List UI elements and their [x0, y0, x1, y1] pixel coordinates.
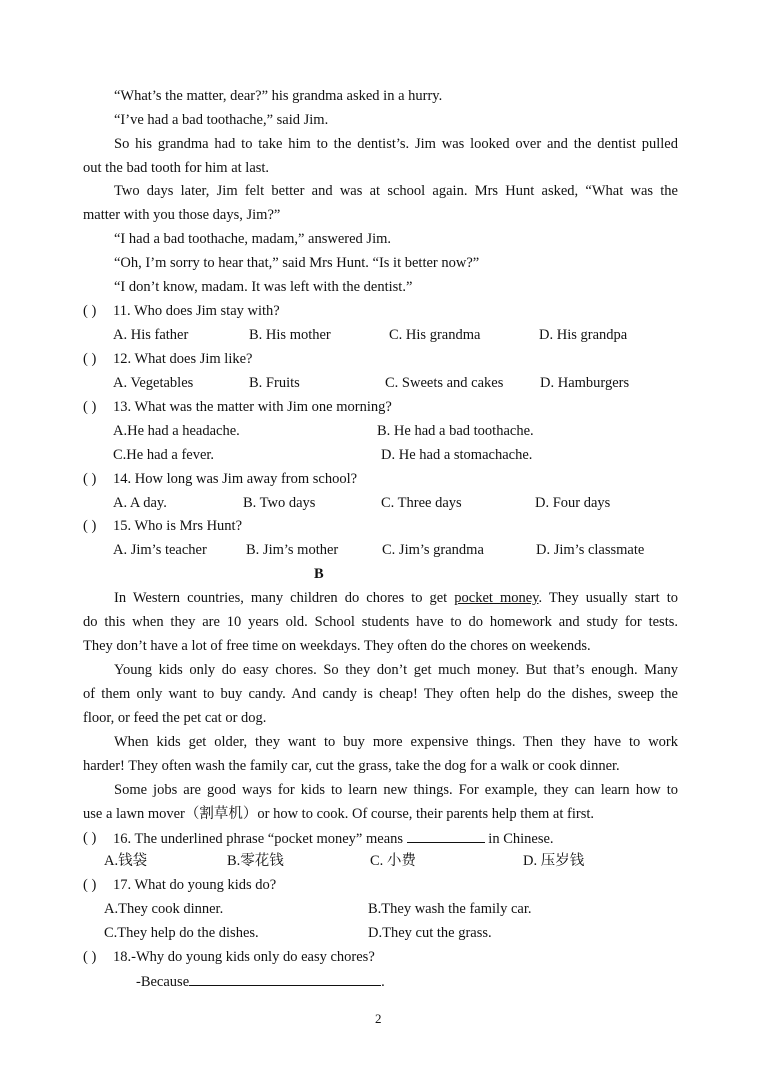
- option-a: A. Vegetables: [113, 375, 194, 391]
- question-17: 17. What do young kids do?: [113, 877, 277, 893]
- answer-bracket[interactable]: ( ): [83, 471, 97, 487]
- question-18: 18.-Why do young kids only do easy chores?: [113, 949, 375, 965]
- answer-blank[interactable]: [407, 829, 485, 843]
- option-d: D. He had a stomachache.: [381, 447, 533, 463]
- option-b: B.They wash the family car.: [368, 901, 532, 917]
- answer-bracket[interactable]: ( ): [83, 830, 97, 846]
- answer-bracket[interactable]: ( ): [83, 399, 97, 415]
- section-b-title: B: [314, 566, 324, 582]
- answer-bracket[interactable]: ( ): [83, 303, 97, 319]
- story-a-line: So his grandma had to take him to the dentist’s. Jim was looked over and the dentist pulled: [114, 136, 678, 152]
- answer-prefix: -Because: [136, 974, 190, 990]
- text-segment: . They usually start to: [538, 590, 678, 606]
- option-a: A. His father: [113, 327, 189, 343]
- story-b-line: [83, 589, 678, 607]
- option-d: D. His grandpa: [539, 327, 628, 343]
- page-number: 2: [375, 1011, 382, 1026]
- story-a-line: “I don’t know, madam. It was left with the dentist.”: [114, 279, 413, 295]
- answer-bracket[interactable]: ( ): [83, 949, 97, 965]
- option-c: C. Three days: [381, 495, 462, 511]
- question-15: 15. Who is Mrs Hunt?: [113, 518, 243, 534]
- story-b-line: They don’t have a lot of free time on weekdays. They often do the chores on weekends.: [83, 638, 591, 654]
- question-13: 13. What was the matter with Jim one morning?: [113, 399, 392, 415]
- story-a-line: out the bad tooth for him at last.: [83, 160, 270, 176]
- story-b-line: Young kids only do easy chores. So they don’t get much money. But that’s enough. Many: [114, 662, 678, 678]
- option-a: A.钱袋: [104, 853, 148, 869]
- story-b-line: use a lawn mover（割草机）or how to cook. Of course, their parents help them at first.: [83, 806, 594, 822]
- option-a: A. Jim’s teacher: [113, 542, 207, 558]
- story-a-line: “What’s the matter, dear?” his grandma asked in a hurry.: [114, 88, 443, 104]
- option-c: C. Sweets and cakes: [385, 375, 504, 391]
- question-text: in Chinese.: [488, 831, 554, 847]
- answer-bracket[interactable]: ( ): [83, 351, 97, 367]
- answer-line: [136, 972, 385, 991]
- option-d: D. Jim’s classmate: [536, 542, 645, 558]
- option-a: A.They cook dinner.: [104, 901, 224, 917]
- option-c: C.He had a fever.: [113, 447, 215, 463]
- option-a: A.He had a headache.: [113, 423, 240, 439]
- question-11: 11. Who does Jim stay with?: [113, 303, 280, 319]
- answer-bracket[interactable]: ( ): [83, 877, 97, 893]
- answer-suffix: .: [381, 974, 385, 990]
- story-b-line: of them only want to buy candy. And candy is cheap! They often help do the dishes, sweep the: [83, 686, 678, 702]
- option-d: D. Hamburgers: [540, 375, 630, 391]
- story-b-line: floor, or feed the pet cat or dog.: [83, 710, 267, 726]
- story-a-line: “I’ve had a bad toothache,” said Jim.: [114, 112, 329, 128]
- option-c: C. Jim’s grandma: [382, 542, 484, 558]
- option-d: D.They cut the grass.: [368, 925, 492, 941]
- option-d: D. Four days: [535, 495, 611, 511]
- story-b-line: When kids get older, they want to buy more expensive things. Then they have to work: [114, 734, 678, 750]
- option-b: B. Fruits: [249, 375, 300, 391]
- text-segment: In Western countries, many children do chores to get: [114, 590, 455, 606]
- option-d: D. 压岁钱: [523, 853, 585, 869]
- option-b: B. He had a bad toothache.: [377, 423, 534, 439]
- story-a-line: “Oh, I’m sorry to hear that,” said Mrs Hunt. “Is it better now?”: [114, 255, 480, 271]
- option-b: B.零花钱: [227, 853, 284, 869]
- underlined-phrase: pocket money: [454, 590, 539, 606]
- option-c: C.They help do the dishes.: [104, 925, 259, 941]
- option-a: A. A day.: [113, 495, 167, 511]
- story-a-line: Two days later, Jim felt better and was at school again. Mrs Hunt asked, “What was the: [114, 183, 678, 199]
- option-b: B. Jim’s mother: [246, 542, 339, 558]
- option-c: C. His grandma: [389, 327, 481, 343]
- question-text: 16. The underlined phrase “pocket money” means: [113, 831, 404, 847]
- option-b: B. Two days: [243, 495, 316, 511]
- question-14: 14. How long was Jim away from school?: [113, 471, 358, 487]
- story-b-line: Some jobs are good ways for kids to learn new things. For example, they can learn how to: [114, 782, 678, 798]
- answer-blank[interactable]: [189, 972, 381, 986]
- story-a-line: “I had a bad toothache, madam,” answered Jim.: [114, 231, 392, 247]
- option-b: B. His mother: [249, 327, 331, 343]
- story-b-line: do this when they are 10 years old. School students have to do homework and study for tests.: [83, 614, 678, 630]
- option-c: C. 小费: [370, 853, 416, 869]
- story-a-line: matter with you those days, Jim?”: [83, 207, 281, 223]
- question-12: 12. What does Jim like?: [113, 351, 253, 367]
- story-b-line: harder! They often wash the family car, cut the grass, take the dog for a walk or cook dinner.: [83, 758, 620, 774]
- answer-bracket[interactable]: ( ): [83, 518, 97, 534]
- question-16: [113, 829, 554, 848]
